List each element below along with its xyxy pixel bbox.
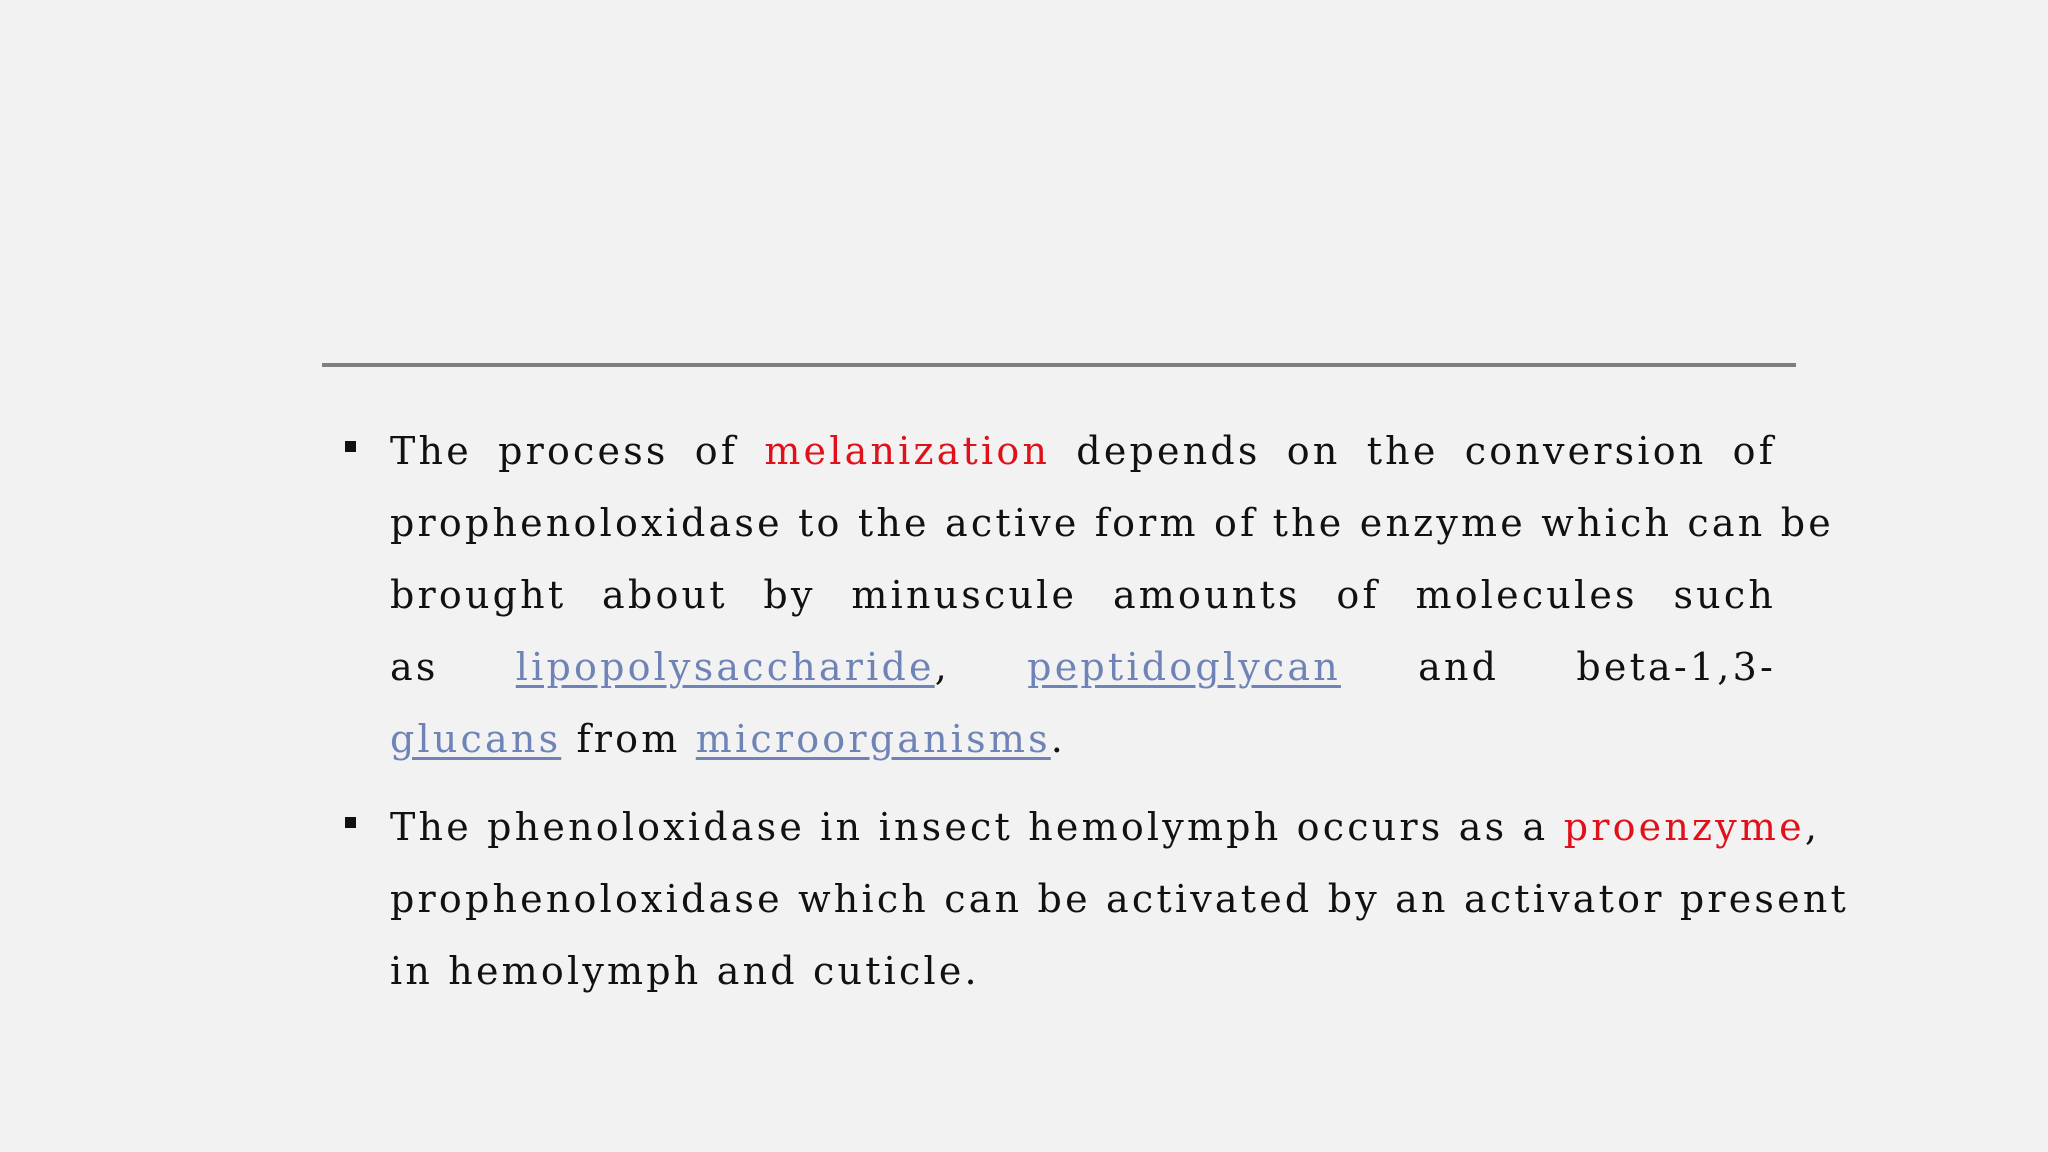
text-line: The process of melanization depends on the conversion of [390,429,1776,473]
link-lipopolysaccharide[interactable]: lipopolysaccharide [515,645,935,689]
text-line: brought about by minuscule amounts of molecules such [390,573,1776,617]
link-glucans[interactable]: glucans [390,717,562,761]
text-line: The phenoloxidase in insect hemolymph occurs as a proenzyme, [390,805,1821,849]
link-peptidoglycan[interactable]: peptidoglycan [1027,645,1341,689]
text-line: in hemolymph and cuticle. [390,949,980,993]
square-bullet-icon [345,817,356,828]
highlight-proenzyme: proenzyme [1563,805,1805,849]
text-line: glucans from microorganisms. [390,717,1067,761]
title-divider [322,363,1796,367]
text-line: prophenoloxidase to the active form of the enzyme which can be [390,501,1834,545]
bullet-phenoloxidase [340,791,1849,1007]
link-microorganisms[interactable]: microorganisms [695,717,1051,761]
square-bullet-icon [345,441,356,452]
bullet-list [340,415,1849,1007]
text-line: prophenoloxidase which can be activated by an activator present [390,877,1849,921]
text-line: as lipopolysaccharide, peptidoglycan and beta-1,3- [390,645,1777,689]
highlight-melanization: melanization [764,429,1051,473]
bullet-melanization [340,415,1834,775]
